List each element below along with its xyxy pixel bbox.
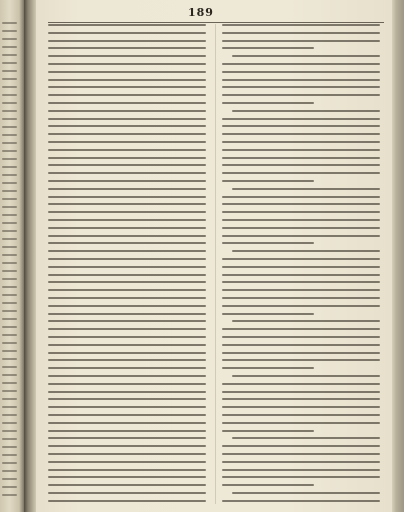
text-line bbox=[222, 414, 380, 416]
facing-page-text-line bbox=[2, 270, 17, 272]
text-line bbox=[232, 55, 380, 57]
facing-page-text-line bbox=[2, 302, 17, 304]
facing-page-text-line bbox=[2, 30, 17, 32]
text-line bbox=[48, 445, 206, 447]
text-line bbox=[232, 375, 380, 377]
text-line bbox=[48, 86, 206, 88]
text-column-left bbox=[48, 24, 208, 508]
text-line bbox=[48, 47, 206, 49]
text-line bbox=[48, 344, 206, 346]
facing-page-text-line bbox=[2, 222, 17, 224]
text-line bbox=[222, 94, 380, 96]
text-line bbox=[48, 180, 206, 182]
facing-page-text-line bbox=[2, 414, 17, 416]
facing-page-text-line bbox=[2, 126, 17, 128]
text-line bbox=[222, 196, 380, 198]
facing-page-text-line bbox=[2, 334, 17, 336]
text-line bbox=[222, 398, 380, 400]
text-line bbox=[48, 55, 206, 57]
facing-page-text-line bbox=[2, 470, 17, 472]
text-line bbox=[222, 484, 314, 486]
facing-page-text-line bbox=[2, 230, 17, 232]
text-line bbox=[48, 211, 206, 213]
text-line bbox=[222, 359, 380, 361]
text-line bbox=[48, 281, 206, 283]
text-line bbox=[48, 383, 206, 385]
text-line bbox=[48, 188, 206, 190]
facing-page-text-line bbox=[2, 214, 17, 216]
text-line bbox=[222, 383, 380, 385]
text-line bbox=[48, 164, 206, 166]
text-line bbox=[48, 320, 206, 322]
text-line bbox=[222, 125, 380, 127]
text-line bbox=[48, 367, 206, 369]
text-line bbox=[48, 430, 206, 432]
text-line bbox=[222, 157, 380, 159]
running-head-rule bbox=[48, 22, 384, 23]
facing-page-text-line bbox=[2, 134, 17, 136]
facing-page-text-line bbox=[2, 46, 17, 48]
facing-page-text-line bbox=[2, 342, 17, 344]
page-number: 189 bbox=[188, 6, 214, 19]
text-line bbox=[222, 149, 380, 151]
facing-page-text-line bbox=[2, 166, 17, 168]
facing-page-text-line bbox=[2, 390, 17, 392]
text-line bbox=[222, 235, 380, 237]
page-fore-edge bbox=[392, 0, 404, 512]
facing-page-text-line bbox=[2, 454, 17, 456]
text-line bbox=[48, 110, 206, 112]
text-line bbox=[48, 40, 206, 42]
facing-page-text-line bbox=[2, 78, 17, 80]
text-line bbox=[48, 461, 206, 463]
text-line bbox=[222, 133, 380, 135]
facing-page-text-line bbox=[2, 174, 17, 176]
text-line bbox=[222, 63, 380, 65]
text-line bbox=[48, 437, 206, 439]
text-line bbox=[222, 86, 380, 88]
facing-page-text-line bbox=[2, 326, 17, 328]
facing-page-text-line bbox=[2, 494, 17, 496]
text-line bbox=[48, 274, 206, 276]
text-line bbox=[222, 164, 380, 166]
text-line bbox=[222, 141, 380, 143]
facing-page-text-line bbox=[2, 94, 17, 96]
text-column-right bbox=[222, 24, 382, 508]
text-line bbox=[48, 305, 206, 307]
facing-page-text-line bbox=[2, 310, 17, 312]
text-line bbox=[48, 359, 206, 361]
text-line bbox=[222, 274, 380, 276]
facing-page-text-line bbox=[2, 286, 17, 288]
text-line bbox=[232, 492, 380, 494]
text-line bbox=[48, 375, 206, 377]
text-line bbox=[48, 32, 206, 34]
running-head bbox=[36, 6, 392, 20]
text-line bbox=[48, 453, 206, 455]
text-line bbox=[222, 266, 380, 268]
text-line bbox=[222, 313, 314, 315]
text-line bbox=[48, 102, 206, 104]
text-line bbox=[222, 344, 380, 346]
text-line bbox=[222, 469, 380, 471]
text-line bbox=[48, 484, 206, 486]
facing-page-text-line bbox=[2, 118, 17, 120]
facing-page-text-line bbox=[2, 22, 17, 24]
text-line bbox=[48, 125, 206, 127]
text-line bbox=[222, 461, 380, 463]
text-line bbox=[222, 422, 380, 424]
text-line bbox=[48, 336, 206, 338]
text-line bbox=[222, 40, 380, 42]
facing-page-text-line bbox=[2, 246, 17, 248]
facing-page-edge bbox=[0, 0, 24, 512]
text-line bbox=[48, 313, 206, 315]
facing-page-text-line bbox=[2, 86, 17, 88]
facing-page-text-line bbox=[2, 358, 17, 360]
facing-page-text-line bbox=[2, 206, 17, 208]
facing-page-text-line bbox=[2, 406, 17, 408]
facing-page-text-line bbox=[2, 110, 17, 112]
text-line bbox=[48, 196, 206, 198]
text-line bbox=[48, 235, 206, 237]
facing-page-text-line bbox=[2, 438, 17, 440]
text-line bbox=[48, 258, 206, 260]
text-line bbox=[48, 422, 206, 424]
text-line bbox=[222, 79, 380, 81]
text-line bbox=[222, 476, 380, 478]
text-line bbox=[222, 180, 314, 182]
text-line bbox=[222, 391, 380, 393]
text-line bbox=[232, 110, 380, 112]
facing-page-text-line bbox=[2, 158, 17, 160]
facing-page-text-line bbox=[2, 366, 17, 368]
text-line bbox=[48, 227, 206, 229]
text-line bbox=[48, 414, 206, 416]
text-line bbox=[48, 141, 206, 143]
text-line bbox=[222, 227, 380, 229]
text-line bbox=[222, 336, 380, 338]
facing-page-text-line bbox=[2, 142, 17, 144]
facing-page-text-line bbox=[2, 478, 17, 480]
text-line bbox=[48, 149, 206, 151]
text-line bbox=[48, 266, 206, 268]
text-line bbox=[222, 211, 380, 213]
text-line bbox=[222, 367, 314, 369]
text-line bbox=[222, 219, 380, 221]
facing-page-text-line bbox=[2, 102, 17, 104]
text-line bbox=[222, 453, 380, 455]
text-line bbox=[222, 242, 314, 244]
text-line bbox=[48, 297, 206, 299]
book-page bbox=[36, 0, 392, 512]
facing-page-text-line bbox=[2, 150, 17, 152]
facing-page-text-line bbox=[2, 182, 17, 184]
text-line bbox=[222, 305, 380, 307]
text-line bbox=[222, 47, 314, 49]
text-line bbox=[48, 352, 206, 354]
facing-page-text-line bbox=[2, 462, 17, 464]
text-line bbox=[232, 437, 380, 439]
text-line bbox=[222, 24, 380, 26]
text-line bbox=[48, 203, 206, 205]
text-line bbox=[48, 289, 206, 291]
text-line bbox=[48, 157, 206, 159]
text-line bbox=[48, 500, 206, 502]
text-line bbox=[48, 71, 206, 73]
facing-page-text-line bbox=[2, 446, 17, 448]
facing-page-text-line bbox=[2, 254, 17, 256]
text-line bbox=[48, 172, 206, 174]
text-line bbox=[48, 492, 206, 494]
text-line bbox=[222, 203, 380, 205]
facing-page-text-line bbox=[2, 422, 17, 424]
text-line bbox=[232, 250, 380, 252]
facing-page-text-line bbox=[2, 54, 17, 56]
facing-page-text-line bbox=[2, 350, 17, 352]
facing-page-text-line bbox=[2, 486, 17, 488]
facing-page-text-line bbox=[2, 398, 17, 400]
text-line bbox=[232, 320, 380, 322]
text-line bbox=[222, 102, 314, 104]
facing-page-text-line bbox=[2, 318, 17, 320]
text-line bbox=[48, 63, 206, 65]
facing-page-text-line bbox=[2, 190, 17, 192]
text-line bbox=[222, 445, 380, 447]
text-line bbox=[48, 118, 206, 120]
text-line bbox=[48, 94, 206, 96]
column-divider bbox=[215, 24, 216, 504]
text-line bbox=[222, 281, 380, 283]
text-line bbox=[222, 406, 380, 408]
facing-page-text-line bbox=[2, 238, 17, 240]
text-line bbox=[232, 188, 380, 190]
text-line bbox=[48, 476, 206, 478]
facing-page-text-line bbox=[2, 294, 17, 296]
text-line bbox=[222, 32, 380, 34]
text-line bbox=[222, 258, 380, 260]
facing-page-text-line bbox=[2, 430, 17, 432]
text-line bbox=[48, 133, 206, 135]
facing-page-text-line bbox=[2, 262, 17, 264]
text-line bbox=[222, 297, 380, 299]
facing-page-text-line bbox=[2, 374, 17, 376]
text-line bbox=[222, 500, 380, 502]
facing-page-text-line bbox=[2, 278, 17, 280]
text-line bbox=[222, 71, 380, 73]
text-line bbox=[48, 328, 206, 330]
text-line bbox=[222, 172, 380, 174]
text-line bbox=[48, 219, 206, 221]
text-line bbox=[48, 24, 206, 26]
text-line bbox=[222, 118, 380, 120]
text-line bbox=[48, 406, 206, 408]
text-line bbox=[222, 289, 380, 291]
book-gutter bbox=[24, 0, 36, 512]
text-line bbox=[48, 391, 206, 393]
text-line bbox=[48, 469, 206, 471]
text-line bbox=[48, 242, 206, 244]
facing-page-text-line bbox=[2, 198, 17, 200]
text-line bbox=[48, 79, 206, 81]
text-line bbox=[222, 328, 380, 330]
text-line bbox=[222, 352, 380, 354]
text-line bbox=[48, 398, 206, 400]
text-line bbox=[222, 430, 314, 432]
facing-page-text-line bbox=[2, 382, 17, 384]
facing-page-text-line bbox=[2, 70, 17, 72]
text-line bbox=[48, 250, 206, 252]
facing-page-text-line bbox=[2, 62, 17, 64]
facing-page-text-line bbox=[2, 38, 17, 40]
